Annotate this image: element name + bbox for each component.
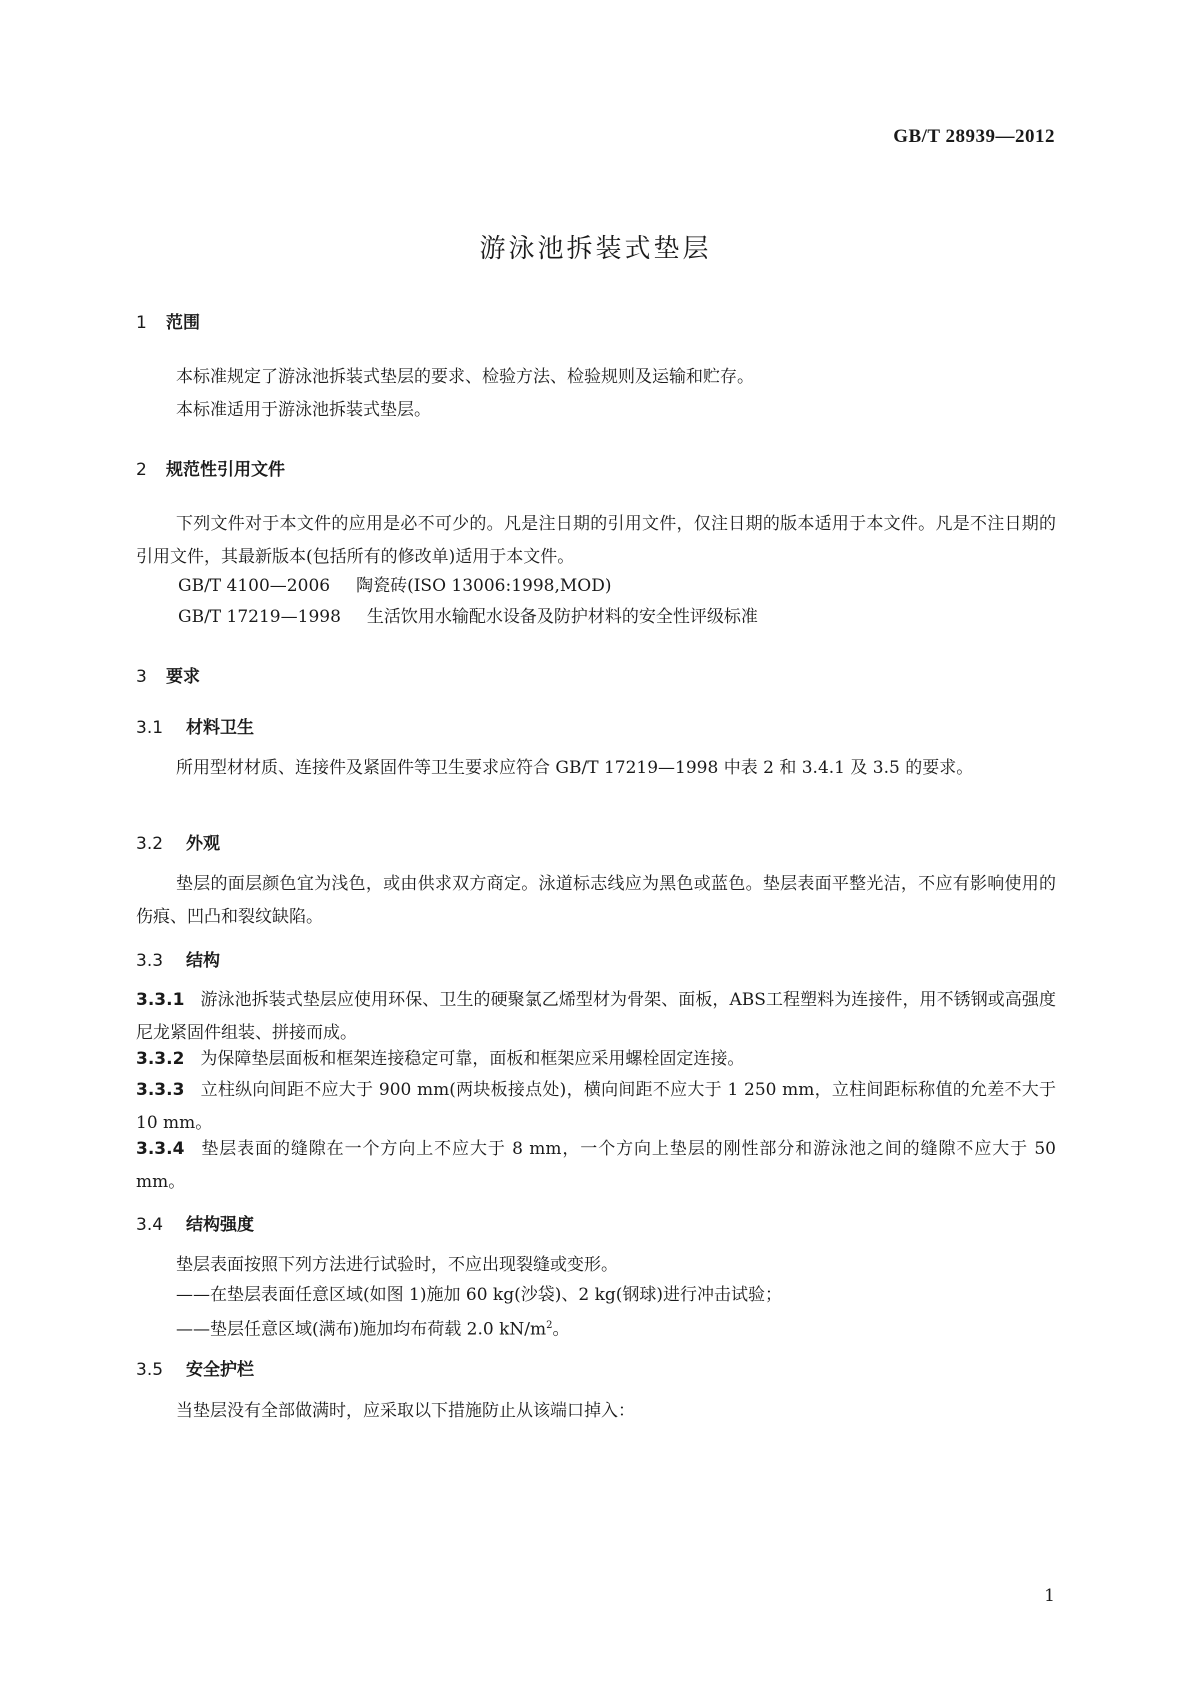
section-title: 要求 (166, 667, 200, 687)
list-item: ——垫层任意区域(满布)施加均布荷载 2.0 $kN/m^2$。 (176, 1319, 570, 1340)
section-number: 3.3 (136, 951, 164, 971)
section-number: 3.2 (136, 834, 164, 854)
superscript: 2 (546, 1320, 553, 1331)
clause-number: 3.3.4 (136, 1139, 185, 1159)
paragraph: 垫层表面按照下列方法进行试验时，不应出现裂缝或变形。 (176, 1255, 618, 1275)
section-3-4-heading (136, 1210, 254, 1235)
reference-code: GB/T 4100—2006 (178, 576, 331, 596)
clause (136, 1074, 1056, 1140)
page-number: 1 (1044, 1586, 1055, 1606)
section-title: 结构 (186, 951, 220, 971)
section-number: 3.4 (136, 1215, 164, 1235)
reference-title: 生活饮用水输配水设备及防护材料的安全性评级标准 (366, 607, 758, 627)
reference-code: GB/T 17219—1998 (178, 607, 341, 627)
clause (136, 984, 1056, 1050)
paragraph: 垫层的面层颜色宜为浅色，或由供求双方商定。泳道标志线应为黑色或蓝色。垫层表面平整光洁，不应有影响使用的伤痕、凹凸和裂纹缺陷。 (136, 874, 1056, 927)
section-3-3-heading (136, 946, 220, 971)
clause (136, 1043, 1056, 1076)
clause-number: 3.3.2 (136, 1049, 185, 1069)
list-item: ——在垫层表面任意区域(如图 1)施加 60 kg(沙袋)、2 kg(钢球)进行冲击试验； (176, 1285, 783, 1305)
section-title: 结构强度 (186, 1215, 254, 1235)
section-number: 1 (136, 313, 147, 333)
section-3-2-heading (136, 829, 220, 854)
clause-number: 3.3.3 (136, 1080, 185, 1100)
section-3-5-heading (136, 1355, 254, 1380)
standard-code: GB/T 28939—2012 (893, 126, 1055, 147)
document-title: 游泳池拆装式垫层 (479, 234, 712, 264)
reference-title: 陶瓷砖(ISO 13006:1998,MOD) (356, 576, 612, 596)
clause (136, 1133, 1056, 1199)
section-title: 安全护栏 (186, 1360, 254, 1380)
paragraph: 本标准适用于游泳池拆装式垫层。 (176, 400, 431, 420)
section-title: 规范性引用文件 (166, 460, 285, 480)
clause-text: 立柱纵向间距不应大于 900 mm(两块板接点处)，横向间距不应大于 1 250 mm，立柱间距标称值的允差不大于 10 mm。 (136, 1080, 1056, 1133)
section-title: 范围 (166, 313, 200, 333)
section-title: 材料卫生 (186, 718, 254, 738)
section-title: 外观 (186, 834, 220, 854)
clause-text: 为保障垫层面板和框架连接稳定可靠，面板和框架应采用螺栓固定连接。 (200, 1049, 745, 1069)
reference-item (178, 602, 758, 627)
section-number: 3 (136, 667, 147, 687)
paragraph: 本标准规定了游泳池拆装式垫层的要求、检验方法、检验规则及运输和贮存。 (176, 367, 754, 387)
clause-text: 游泳池拆装式垫层应使用环保、卫生的硬聚氯乙烯型材为骨架、面板，ABS工程塑料为连接件，用不锈钢或高强度尼龙紧固件组装、拼接而成。 (136, 990, 1056, 1043)
paragraph: 当垫层没有全部做满时，应采取以下措施防止从该端口掉入： (176, 1401, 635, 1421)
reference-item (178, 571, 612, 596)
section-1-heading (136, 308, 200, 333)
clause-text: 垫层表面的缝隙在一个方向上不应大于 8 mm，一个方向上垫层的刚性部分和游泳池之间的缝隙不应大于 50 mm。 (136, 1139, 1056, 1192)
section-number: 3.5 (136, 1360, 164, 1380)
section-3-heading (136, 662, 200, 687)
clause-number: 3.3.1 (136, 990, 185, 1010)
section-2-heading (136, 455, 285, 480)
section-3-1-heading (136, 713, 254, 738)
section-number: 3.1 (136, 718, 164, 738)
paragraph: 所用型材材质、连接件及紧固件等卫生要求应符合 GB/T 17219—1998 中表 2 和 3.4.1 及 3.5 的要求。 (176, 758, 974, 778)
section-number: 2 (136, 460, 147, 480)
paragraph: 下列文件对于本文件的应用是必不可少的。凡是注日期的引用文件，仅注日期的版本适用于本文件。凡是不注日期的引用文件，其最新版本(包括所有的修改单)适用于本文件。 (136, 514, 1056, 567)
